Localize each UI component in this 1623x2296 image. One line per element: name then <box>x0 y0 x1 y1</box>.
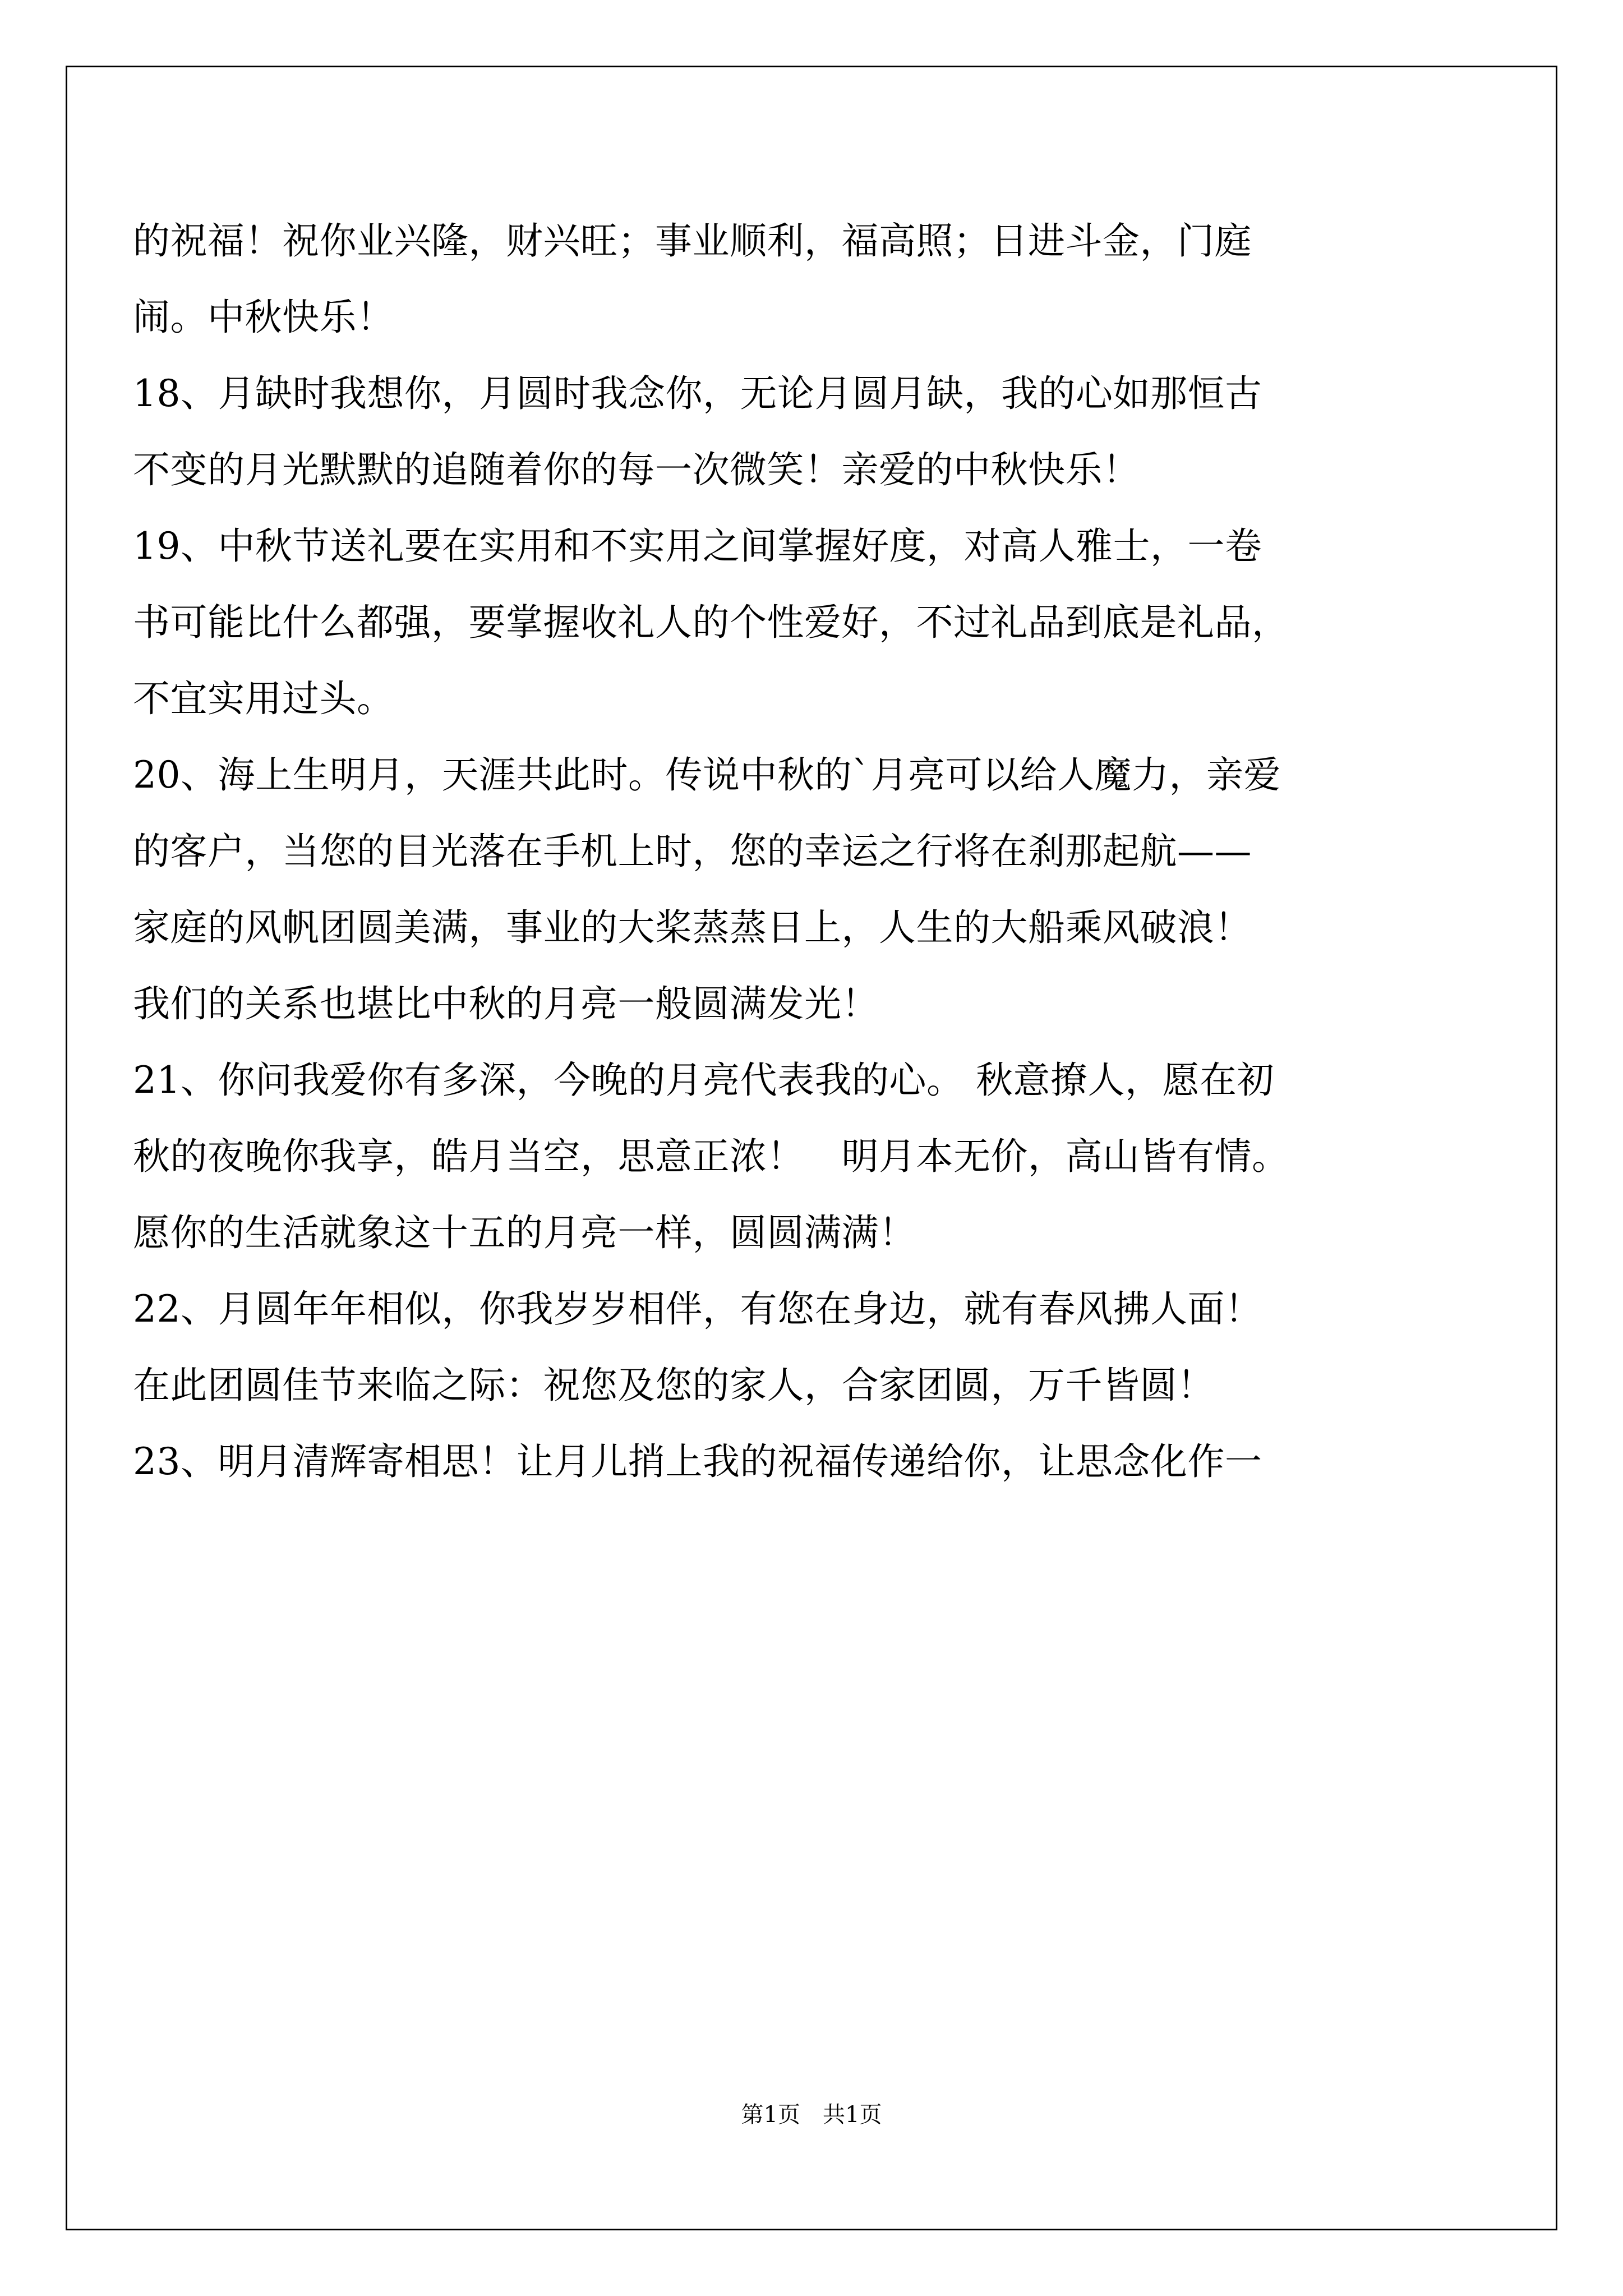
text-line: 23、明月清辉寄相思！让月儿捎上我的祝福传递给你，让思念化作一 <box>133 1440 1262 1483</box>
text-line: 22、月圆年年相似，你我岁岁相伴，有您在身边，就有春风拂人面！ <box>133 1287 1262 1331</box>
text-line: 家庭的风帆团圆美满，事业的大桨蒸蒸日上，人生的大船乘风破浪！ <box>133 906 1252 949</box>
text-line: 的祝福！祝你业兴隆，财兴旺；事业顺利，福高照；日进斗金，门庭 <box>133 219 1252 263</box>
text-line: 书可能比什么都强，要掌握收礼人的个性爱好，不过礼品到底是礼品， <box>133 601 1289 644</box>
text-line: 不宜实用过头。 <box>133 677 394 720</box>
text-line: 的客户，当您的目光落在手机上时，您的幸运之行将在刹那起航—— <box>133 830 1252 873</box>
text-line: 愿你的生活就象这十五的月亮一样，圆圆满满！ <box>133 1211 916 1254</box>
text-line: 在此团圆佳节来临之际：祝您及您的家人，合家团圆，万千皆圆！ <box>133 1364 1215 1407</box>
text-line: 19、中秋节送礼要在实用和不实用之间掌握好度，对高人雅士，一卷 <box>133 524 1262 568</box>
text-line: 不变的月光默默的追随着你的每一次微笑！亲爱的中秋快乐！ <box>133 448 1140 491</box>
text-line: 20、海上生明月，天涯共此时。传说中秋的`月亮可以给人魔力，亲爱 <box>133 753 1281 797</box>
page-footer: 第1页 共1页 <box>741 2102 882 2128</box>
text-line: 我们的关系也堪比中秋的月亮一般圆满发光！ <box>133 982 879 1025</box>
text-line: 18、月缺时我想你，月圆时我念你，无论月圆月缺，我的心如那恒古 <box>133 372 1262 415</box>
text-line: 21、你问我爱你有多深，今晚的月亮代表我的心。 秋意撩人，愿在初 <box>133 1059 1274 1102</box>
text-line: 闹。中秋快乐！ <box>133 296 394 339</box>
text-line: 秋的夜晚你我享，皓月当空，思意正浓！ 明月本无价，高山皆有情。 <box>133 1135 1289 1178</box>
